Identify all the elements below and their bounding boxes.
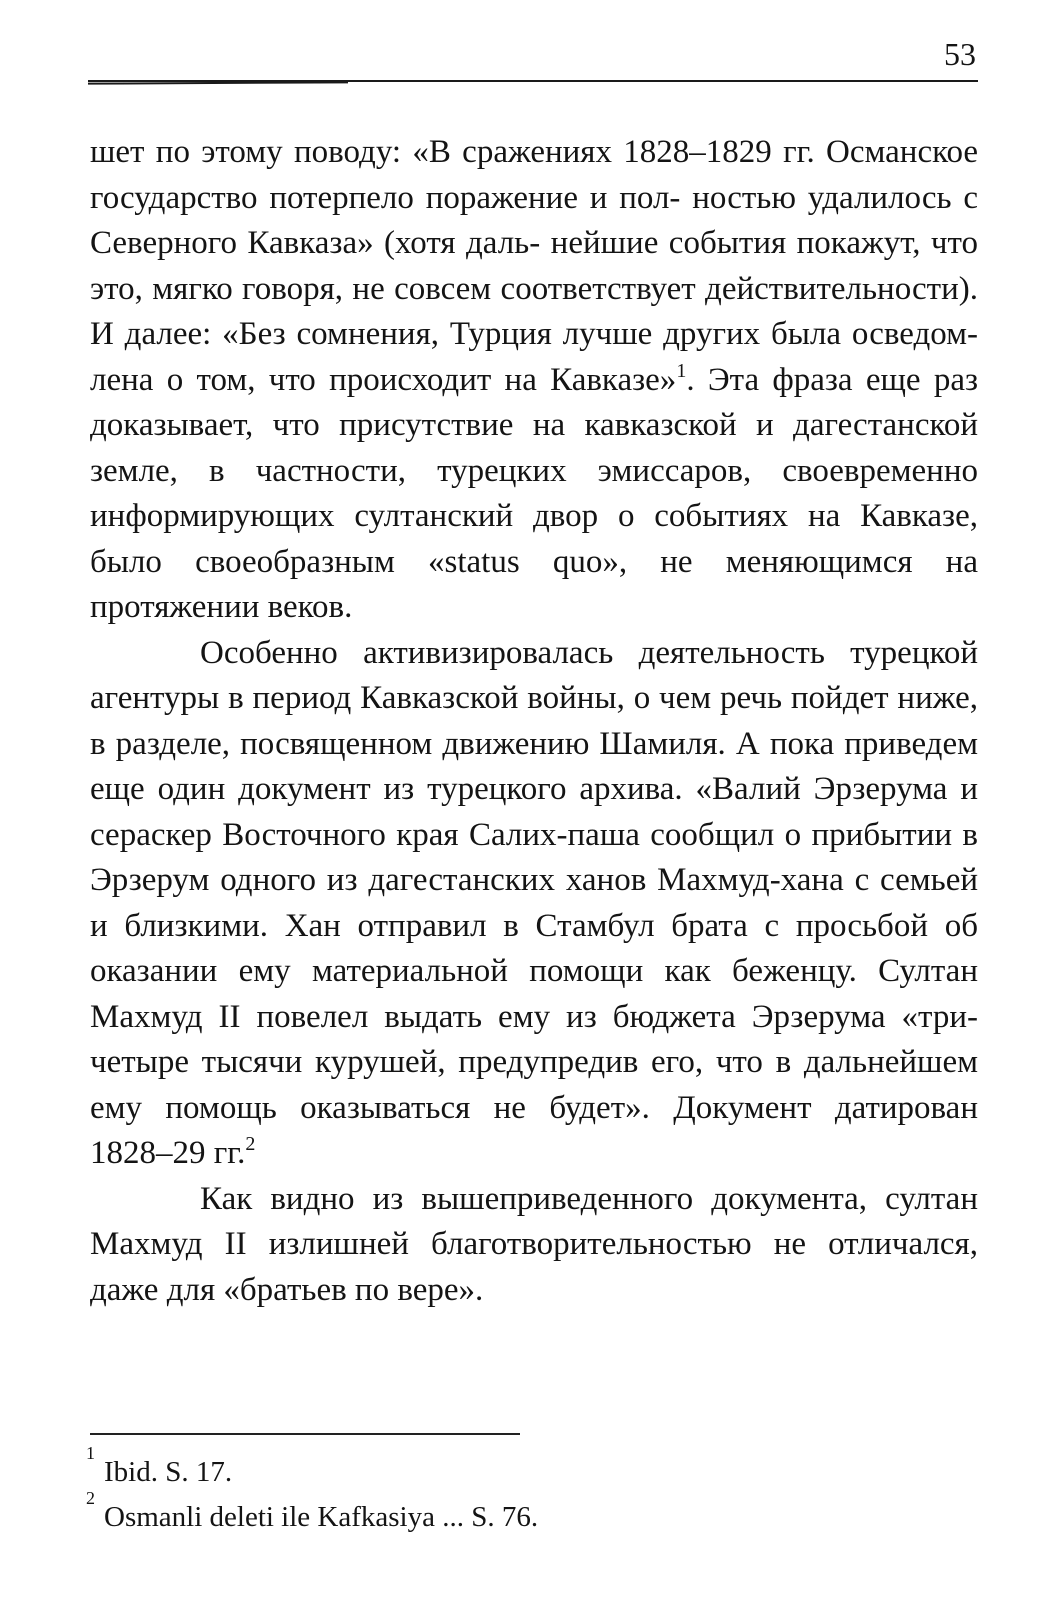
footnote-1-text: Ibid. S. 17. [104,1456,233,1488]
footnote-1 [86,1443,966,1495]
footnote-ref-2: 2 [245,1133,256,1155]
footnote-1-mark: 1 [86,1443,95,1463]
footnotes [86,1443,966,1540]
main-text [90,130,978,1313]
footnote-2-mark: 2 [86,1488,95,1508]
paragraph-1-line-7: лена о том, что происходит на Кавказе» [90,361,677,398]
footnote-rule [90,1433,520,1435]
footnote-2 [86,1488,966,1540]
paragraph-1-tail: . Эта фраза еще раз доказывает, что присутствие на кавказской и дагестанской земле, в частности, турецких эмиссаров, своевременно информирующих султанский двор о событиях на Кавказе, было своеобразным «status quo», не меняющимся на протяжении веков. [90,361,979,625]
paragraph-2 [90,631,978,1177]
paragraph-2-text: Особенно активизировалась деятельность турецкой агентуры в период Кавказской войны, о чем речь пойдет ниже, в разделе, посвященном движению Шамиля. А пока приведем еще один документ из турецкого архива. «Валий Эрзерума и сераскер Восточного края Салих-паша сообщил о прибытии в Эрзерум одного из дагестанских ханов Махмуд-хана с семьей и близкими. Хан отправил в Стамбул брата с просьбой об оказании ему материальной помощи как беженцу. Султан Махмуд II повелел выдать ему из бюджета Эрзерума «три-четыре тысячи курушей, предупредив его, что в дальнейшем ему помощь оказываться не будет». Документ датирован 1828–29 гг. [90,634,978,1171]
paragraph-1-line-2: Османское государство потерпело поражение и пол- [90,134,979,216]
paragraph-1-line-5: совсем соответствует действительности). И далее: [90,270,978,352]
page-number: 53 [944,36,976,72]
paragraph-1-line-3: ностью удалилось с Северного Кавказа» (хотя даль- [90,179,979,261]
paragraph-1-line-6: «Без сомнения, Турция лучше других была осведом- [222,316,979,352]
paragraph-1-line-1: шет по этому поводу: «В сражениях 1828–1829 гг. [90,134,815,170]
header-rule-accent [88,81,348,84]
footnote-2-text: Osmanli deleti ile Kafkasiya ... S. 76. [104,1501,539,1533]
paragraph-1-line-4: нейшие события покажут, что это, мягко говоря, не [90,225,979,307]
paragraph-3-text: Как видно из вышеприведенного документа, султан Махмуд II излишней благотворительностью не отличался, даже для «братьев по вере». [90,1180,978,1308]
paragraph-1 [90,130,978,631]
paragraph-3 [90,1177,978,1314]
footnote-ref-1: 1 [676,359,687,382]
